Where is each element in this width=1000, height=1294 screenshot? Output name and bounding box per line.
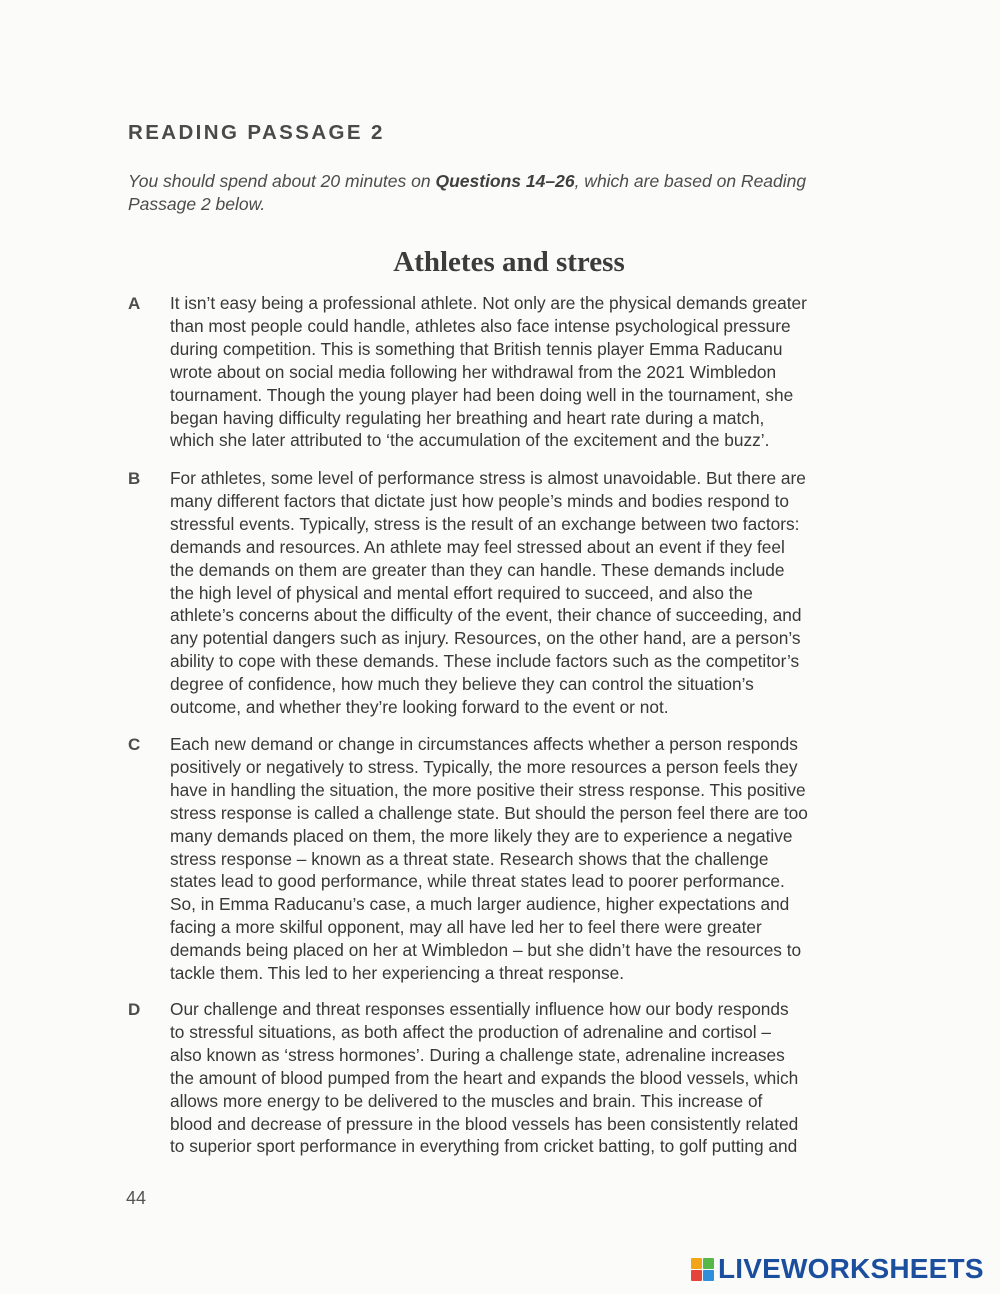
- page-number: 44: [126, 1188, 147, 1208]
- text-line: many demands placed on them, the more likely they are to experience a negative: [170, 825, 793, 846]
- text-line: the high level of physical and mental effort required to succeed, and also the: [170, 582, 753, 603]
- text-line: stress response is called a challenge state. But should the person feel there are too: [170, 802, 808, 823]
- paragraph-text: [170, 292, 898, 452]
- text-line: states lead to good performance, while threat states lead to poorer performance.: [170, 871, 785, 892]
- paragraph-c: [128, 733, 898, 985]
- text-line: to stressful situations, as both affect the production of adrenaline and cortisol –: [170, 1021, 772, 1042]
- text-line: facing a more skilful opponent, may all have led her to feel there were greater: [170, 917, 762, 938]
- paragraph-text: [170, 467, 898, 719]
- text-line: ability to cope with these demands. These include factors such as the competitor’s: [170, 651, 800, 672]
- text-line: tournament. Though the young player had been doing well in the tournament, she: [170, 384, 794, 405]
- paragraph-letter: C: [128, 735, 141, 754]
- question-range: Questions 14–26: [435, 171, 575, 191]
- text-line: Our challenge and threat responses essentially influence how our body responds: [170, 999, 789, 1019]
- text-line: to superior sport performance in everything from cricket batting, to golf putting and: [170, 1136, 798, 1157]
- paragraph-d: [128, 998, 898, 1158]
- instruction-text: You should spend about 20 minutes on: [128, 171, 436, 191]
- text-line: demands and resources. An athlete may feel stressed about an event if they feel: [170, 536, 785, 557]
- text-line: outcome, and whether they’re looking forward to the event or not.: [170, 697, 669, 718]
- liveworksheets-logo: [691, 1254, 984, 1284]
- logo-square: [691, 1270, 702, 1281]
- text-line: have in handling the situation, the more positive their stress response. This positive: [170, 779, 806, 800]
- text-line: demands being placed on her at Wimbledon – but she didn’t have the resources to: [170, 940, 802, 961]
- text-line: Each new demand or change in circumstances affects whether a person responds: [170, 734, 798, 754]
- paragraph-letter: A: [128, 294, 141, 313]
- text-line: tackle them. This led to her experiencing a threat response.: [170, 963, 625, 984]
- text-line: stressful events. Typically, stress is the result of an exchange between two factors:: [170, 513, 800, 534]
- text-line: wrote about on social media following her withdrawal from the 2021 Wimbledon: [170, 361, 777, 382]
- text-line: began having difficulty regulating her breathing and heart rate during a match,: [170, 407, 765, 428]
- logo-squares-icon: [691, 1258, 714, 1281]
- logo-square: [691, 1258, 702, 1269]
- text-line: It isn’t easy being a professional athlete. Not only are the physical demands greater: [170, 293, 807, 313]
- paragraph-b: [128, 467, 898, 719]
- paragraph-text: [170, 998, 898, 1158]
- paragraph-letter: D: [128, 1000, 141, 1019]
- paragraph-text: [170, 733, 898, 985]
- text-line: positively or negatively to stress. Typically, the more resources a person feels they: [170, 756, 798, 777]
- text-line: So, in Emma Raducanu’s case, a much larger audience, higher expectations and: [170, 894, 790, 915]
- text-line: than most people could handle, athletes also face intense psychological pressure: [170, 315, 791, 336]
- instruction-text-end: , which are based on Reading: [574, 171, 807, 191]
- text-line: also known as ‘stress hormones’. During a challenge state, adrenaline increases: [170, 1044, 785, 1065]
- text-line: For athletes, some level of performance stress is almost unavoidable. But there are: [170, 468, 806, 488]
- text-line: athlete’s concerns about the difficulty of the event, their chance of succeeding, and: [170, 605, 802, 626]
- text-line: the amount of blood pumped from the heart and expands the blood vessels, which: [170, 1067, 799, 1088]
- text-line: degree of confidence, how much they believe they can control the situation’s: [170, 674, 754, 695]
- text-line: any potential dangers such as injury. Resources, on the other hand, are a person’s: [170, 628, 801, 649]
- text-line: blood and decrease of pressure in the blood vessels has been consistently related: [170, 1113, 799, 1134]
- paragraph-a: [128, 292, 898, 452]
- logo-text: LIVEWORKSHEETS: [718, 1253, 984, 1284]
- instruction-text-line2: Passage 2 below.: [128, 194, 266, 214]
- text-line: which she later attributed to ‘the accumulation of the excitement and the buzz’.: [170, 430, 770, 451]
- passage-title: Athletes and stress: [393, 246, 625, 278]
- paragraph-letter: B: [128, 469, 141, 488]
- text-line: stress response – known as a threat state. Research shows that the challenge: [170, 848, 769, 869]
- section-title: READING PASSAGE 2: [128, 121, 385, 144]
- text-line: allows more energy to be delivered to the muscles and brain. This increase of: [170, 1090, 763, 1111]
- logo-square: [703, 1258, 714, 1269]
- instructions: [128, 170, 898, 216]
- logo-square: [703, 1270, 714, 1281]
- text-line: during competition. This is something that British tennis player Emma Raducanu: [170, 338, 783, 359]
- text-line: many different factors that dictate just how people’s minds and bodies respond to: [170, 490, 789, 511]
- text-line: the demands on them are greater than they can handle. These demands include: [170, 559, 785, 580]
